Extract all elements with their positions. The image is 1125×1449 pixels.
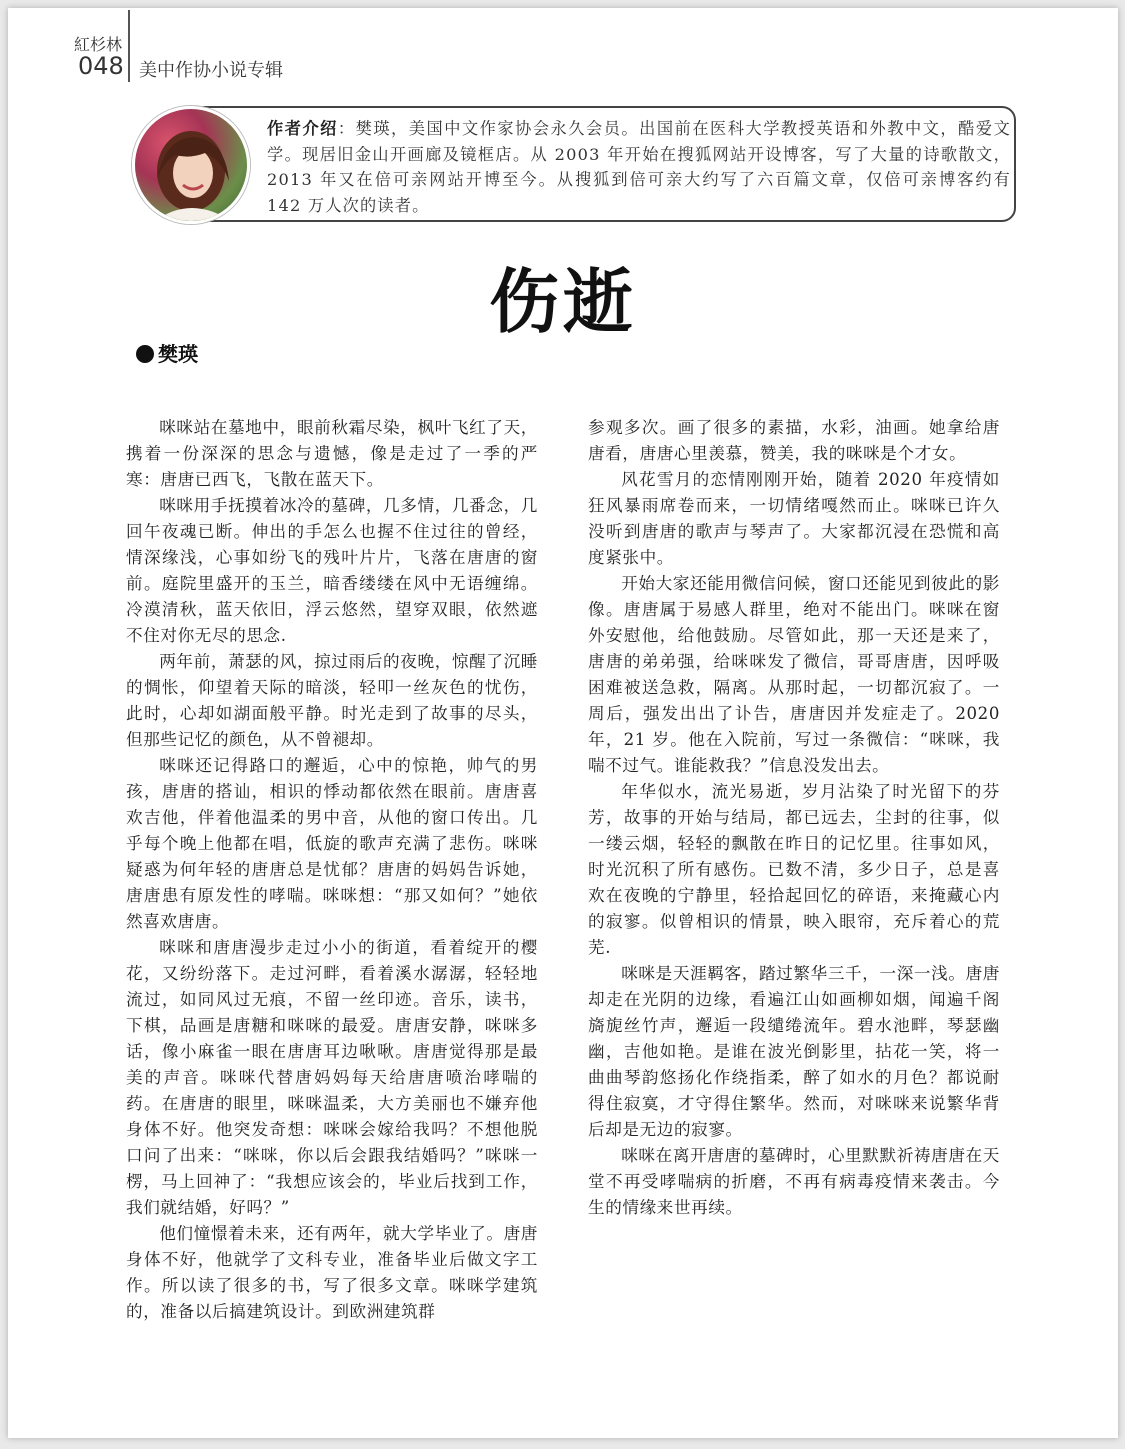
author-intro xyxy=(267,116,1011,218)
paragraph: 咪咪站在墓地中，眼前秋霜尽染，枫叶飞红了天，携着一份深深的思念与遗憾，像是走过了一季的严寒：唐唐已西飞，飞散在蓝天下。 xyxy=(126,418,538,489)
paragraph: 咪咪用手抚摸着冰冷的墓碑，几多情，几番念，几回午夜魂已断。伸出的手怎么也握不住过往的曾经，情深缘浅，心事如纷飞的残叶片片，飞落在唐唐的窗前。庭院里盛开的玉兰，暗香缕缕在风中无语缠绵。冷漠清秋，蓝天依旧，浮云悠然，望穿双眼，依然遮不住对你无尽的思念. xyxy=(126,496,538,645)
bullet-icon xyxy=(136,345,154,363)
paragraph: 风花雪月的恋情刚刚开始，随着 2020 年疫情如狂风暴雨席卷而来，一切情绪嘎然而止。咪咪已许久没听到唐唐的歌声与琴声了。大家都沉浸在恐慌和高度紧张中。 xyxy=(588,470,1000,567)
paragraph: 咪咪是天涯羁客，踏过繁华三千，一深一浅。唐唐却走在光阴的边缘，看遍江山如画柳如烟，闻遍千阁旖旎丝竹声，邂逅一段缱绻流年。碧水池畔，琴瑟幽幽，吉他如艳。是谁在波光倒影里，拈花一笑，将一曲曲琴韵悠扬化作绕指柔，醉了如水的月色？都说耐得住寂寞，才守得住繁华。然而，对咪咪来说繁华背后却是无边的寂寥。 xyxy=(588,964,1000,1139)
paragraph: 两年前，萧瑟的风，掠过雨后的夜晚，惊醒了沉睡的惆怅，仰望着天际的暗淡，轻叩一丝灰色的忧伤，此时，心却如湖面般平静。时光走到了故事的尽头，但那些记忆的颜色，从不曾褪却。 xyxy=(126,652,538,749)
author-intro-text: ：樊瑛，美国中文作家协会永久会员。出国前在医科大学教授英语和外教中文，酷爱文学。现居旧金山开画廊及镜框店。从 2003 年开始在搜狐网站开设博客，写了大量的诗歌散文，2013 年又在倍可亲网站开博至今。从搜狐到倍可亲大约写了六百篇文章，仅倍可亲博客约有 142 万人次的读者。 xyxy=(267,119,1011,215)
article-column-left xyxy=(126,415,538,1325)
paragraph: 咪咪和唐唐漫步走过小小的街道，看着绽开的樱花，又纷纷落下。走过河畔，看着溪水潺潺，轻轻地流过，如同风过无痕，不留一丝印迹。音乐，读书，下棋，品画是唐糖和咪咪的最爱。唐唐安静，咪咪多话，像小麻雀一眼在唐唐耳边啾啾。唐唐觉得那是最美的声音。咪咪代替唐妈妈每天给唐唐喷治哮喘的药。在唐唐的眼里，咪咪温柔，大方美丽也不嫌弃他身体不好。他突发奇想：咪咪会嫁给我吗？不想他脱口问了出来：“咪咪，你以后会跟我结婚吗？”咪咪一楞，马上回神了：“我想应该会的，毕业后找到工作，我们就结婚，好吗？” xyxy=(126,938,538,1217)
author-photo xyxy=(132,106,250,224)
header-divider xyxy=(128,10,130,82)
magazine-brand: 紅杉林 xyxy=(74,35,123,54)
article-byline xyxy=(136,338,198,367)
article-column-right xyxy=(588,415,1000,1221)
article-title: 伤逝 xyxy=(489,260,637,343)
paragraph: 他们憧憬着未来，还有两年，就大学毕业了。唐唐身体不好，他就学了文科专业，准备毕业后做文字工作。所以读了很多的书，写了很多文章。咪咪学建筑的，准备以后搞建筑设计。到欧洲建筑群 xyxy=(126,1224,538,1321)
paragraph: 咪咪还记得路口的邂逅，心中的惊艳，帅气的男孩，唐唐的搭讪，相识的悸动都依然在眼前。唐唐喜欢吉他，伴着他温柔的男中音，从他的窗口传出。几乎每个晚上他都在唱，低旋的歌声充满了悲伤。咪咪疑惑为何年轻的唐唐总是忧郁？唐唐的妈妈告诉她，唐唐患有原发性的哮喘。咪咪想：“那又如何？”她依然喜欢唐唐。 xyxy=(126,756,538,931)
author-portrait-icon xyxy=(135,109,247,221)
section-title: 美中作协小说专辑 xyxy=(139,60,283,81)
author-intro-label: 作者介绍 xyxy=(267,119,338,138)
paragraph: 咪咪在离开唐唐的墓碑时，心里默默祈祷唐唐在天堂不再受哮喘病的折磨，不再有病毒疫情来袭击。今生的情缘来世再续。 xyxy=(588,1146,1000,1217)
paragraph: 参观多次。画了很多的素描，水彩，油画。她拿给唐唐看，唐唐心里羡慕，赞美，我的咪咪是个才女。 xyxy=(588,418,1000,463)
paragraph: 年华似水，流光易逝，岁月沾染了时光留下的芬芳，故事的开始与结局，都已远去，尘封的往事，似一缕云烟，轻轻的飘散在昨日的记忆里。往事如风，时光沉积了所有感伤。已数不清，多少日子，总是喜欢在夜晚的宁静里，轻拾起回忆的碎语，来掩藏心内的寂寥。似曾相识的情景，映入眼帘，充斥着心的荒芜. xyxy=(588,782,1000,957)
paragraph: 开始大家还能用微信问候，窗口还能见到彼此的影像。唐唐属于易感人群里，绝对不能出门。咪咪在窗外安慰他，给他鼓励。尽管如此，那一天还是来了，唐唐的弟弟强，给咪咪发了微信，哥哥唐唐，因呼吸困难被送急救，隔离。从那时起，一切都沉寂了。一周后，强发出出了讣告，唐唐因并发症走了。2020 年，21 岁。他在入院前，写过一条微信：“咪咪，我喘不过气。谁能救我？”信息没发出去。 xyxy=(588,574,1000,775)
page-number: 048 xyxy=(78,52,124,80)
article-author: 樊瑛 xyxy=(158,342,198,366)
magazine-page xyxy=(8,8,1118,1438)
